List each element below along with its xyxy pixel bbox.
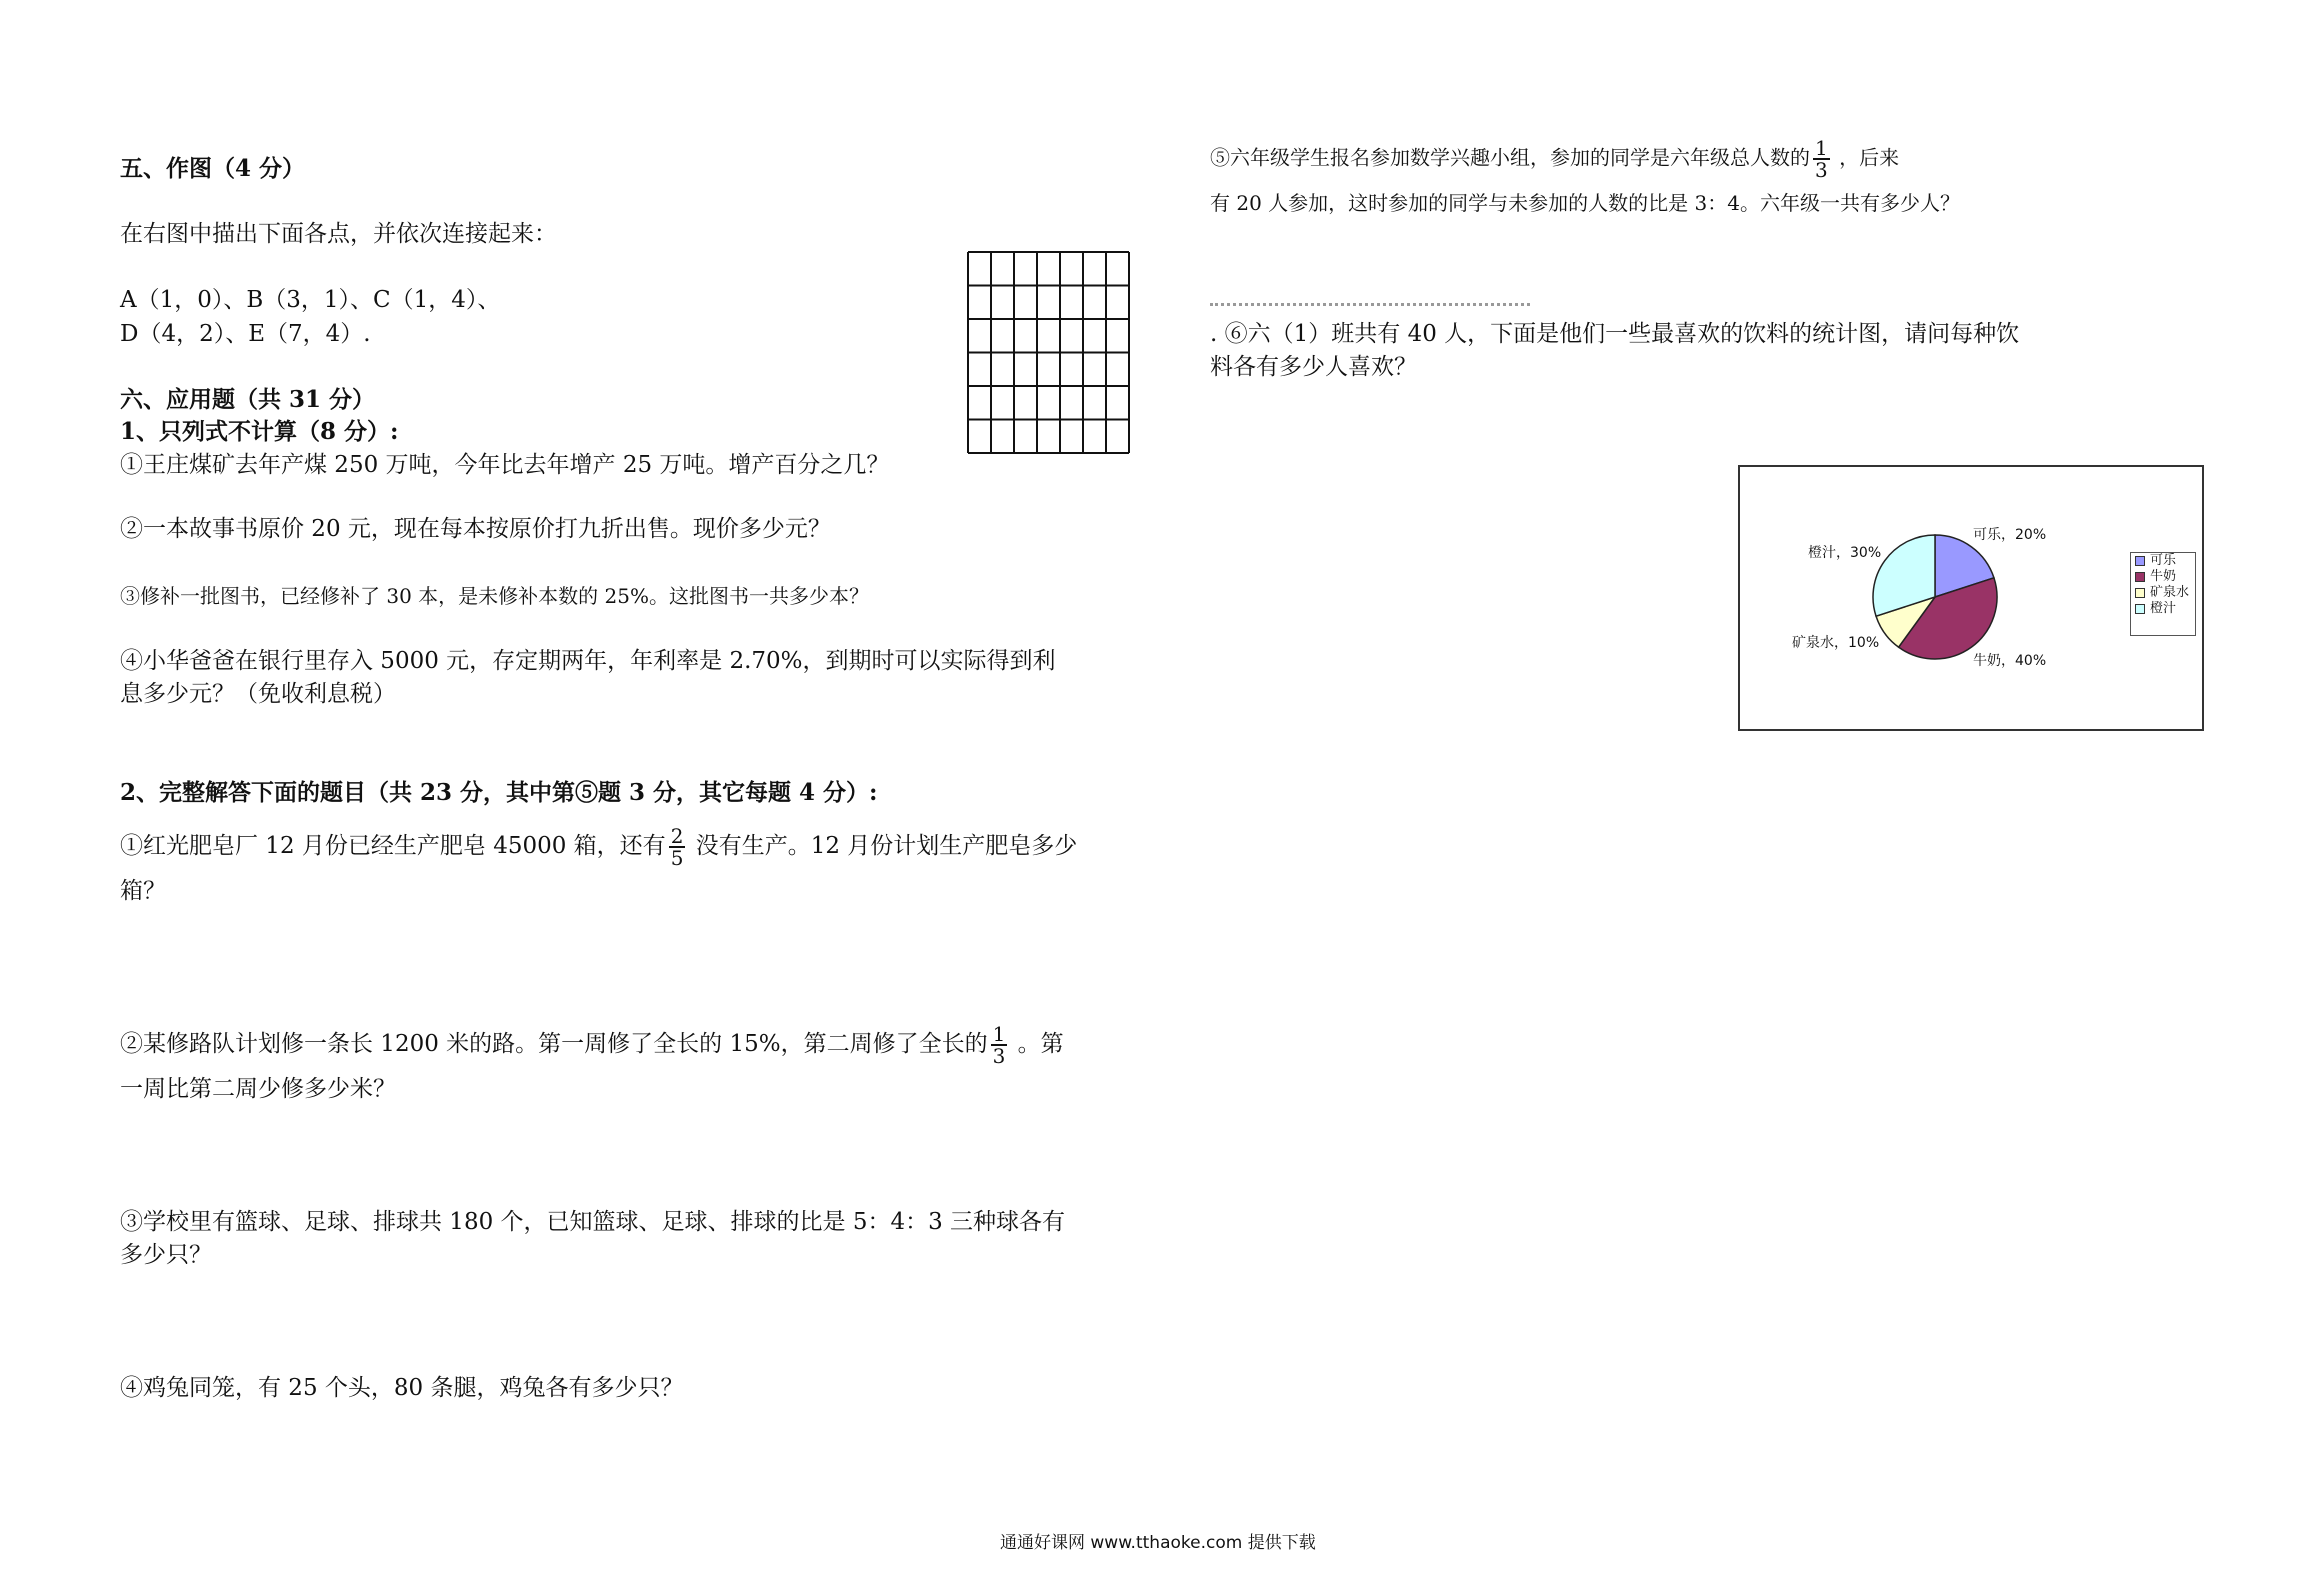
question-1-2: ②一本故事书原价 20 元，现在每本按原价打九折出售。现价多少元？ (120, 516, 831, 542)
question-2-1-line-2: 箱？ (120, 878, 166, 904)
question-6-line-2: 料各有多少人喜欢？ (1210, 354, 1417, 380)
section-5-title: 五、作图（4 分） (120, 155, 306, 182)
legend-item-cola: 可乐 (2131, 553, 2195, 569)
slice-label-orange-juice: 橙汁，30% (1808, 545, 1882, 561)
slice-label-milk: 牛奶，40% (1973, 653, 2047, 669)
slice-label-mineral-water: 矿泉水，10% (1792, 635, 1880, 651)
pie-chart (1870, 532, 2000, 662)
question-2-2-line-1: ②某修路队计划修一条长 1200 米的路。第一周修了全长的 15%，第二周修了全长的 $\frac{1}{3}$ 。第 (120, 1022, 1064, 1068)
question-1-4-line-2: 息多少元？（免收利息税） (120, 681, 396, 707)
legend-item-milk: 牛奶 (2131, 569, 2195, 585)
question-1-3: ③修补一批图书，已经修补了 30 本，是未修补本数的 25%。这批图书一共多少本？ (120, 584, 869, 608)
section-5-points-1: A（1，0）、B（3，1）、C（1，4）、 (120, 287, 501, 313)
dotted-divider (1210, 303, 1530, 306)
part-1-title: 1、只列式不计算（8 分）: (120, 418, 399, 445)
fraction-one-third: $\frac{1}{3}$ (992, 1022, 1006, 1068)
question-6-line-1: . ⑥六（1）班共有 40 人，下面是他们一些最喜欢的饮料的统计图，请问每种饮 (1210, 321, 2020, 347)
fraction-two-fifths: $\frac{2}{5}$ (670, 824, 684, 870)
part-2-title: 2、完整解答下面的题目（共 23 分，其中第⑤题 3 分，其它每题 4 分）: (120, 779, 878, 806)
coordinate-grid (966, 250, 1132, 456)
fraction-one-third-q5: $\frac{1}{3}$ (1815, 136, 1828, 182)
section-5-points-2: D（4，2）、E（7，4）. (120, 321, 371, 347)
question-5-line-1: ⑤六年级学生报名参加数学兴趣小组，参加的同学是六年级总人数的 $\frac{1}{3}$ ，后来 (1210, 136, 1900, 182)
chart-legend (2130, 552, 2196, 636)
question-1-1: ①王庄煤矿去年产煤 250 万吨，今年比去年增产 25 万吨。增产百分之几？ (120, 452, 890, 478)
question-2-3-line-2: 多少只？ (120, 1242, 212, 1268)
question-2-2-line-2: 一周比第二周少修多少米？ (120, 1076, 396, 1102)
section-6-title: 六、应用题（共 31 分） (120, 386, 376, 413)
section-5-instruction: 在右图中描出下面各点，并依次连接起来： (120, 221, 557, 247)
question-2-3-line-1: ③学校里有篮球、足球、排球共 180 个，已知篮球、足球、排球的比是 5：4：3 三种球各有 (120, 1209, 1066, 1235)
question-1-4-line-1: ④小华爸爸在银行里存入 5000 元，存定期两年，年利率是 2.70%，到期时可以实际得到利 (120, 648, 1056, 674)
question-5-line-2: 有 20 人参加，这时参加的同学与未参加的人数的比是 3：4。六年级一共有多少人？ (1210, 191, 1960, 215)
legend-item-orange-juice: 橙汁 (2131, 601, 2195, 617)
page-footer: 通通好课网 www.tthaoke.com 提供下载 (1000, 1533, 1316, 1553)
legend-item-mineral-water: 矿泉水 (2131, 585, 2195, 601)
question-2-1-line-1: ①红光肥皂厂 12 月份已经生产肥皂 45000 箱，还有 $\frac{2}{5}$ 没有生产。12 月份计划生产肥皂多少 (120, 824, 1078, 870)
question-2-4: ④鸡兔同笼，有 25 个头，80 条腿，鸡兔各有多少只？ (120, 1375, 684, 1401)
slice-label-cola: 可乐，20% (1973, 527, 2047, 543)
